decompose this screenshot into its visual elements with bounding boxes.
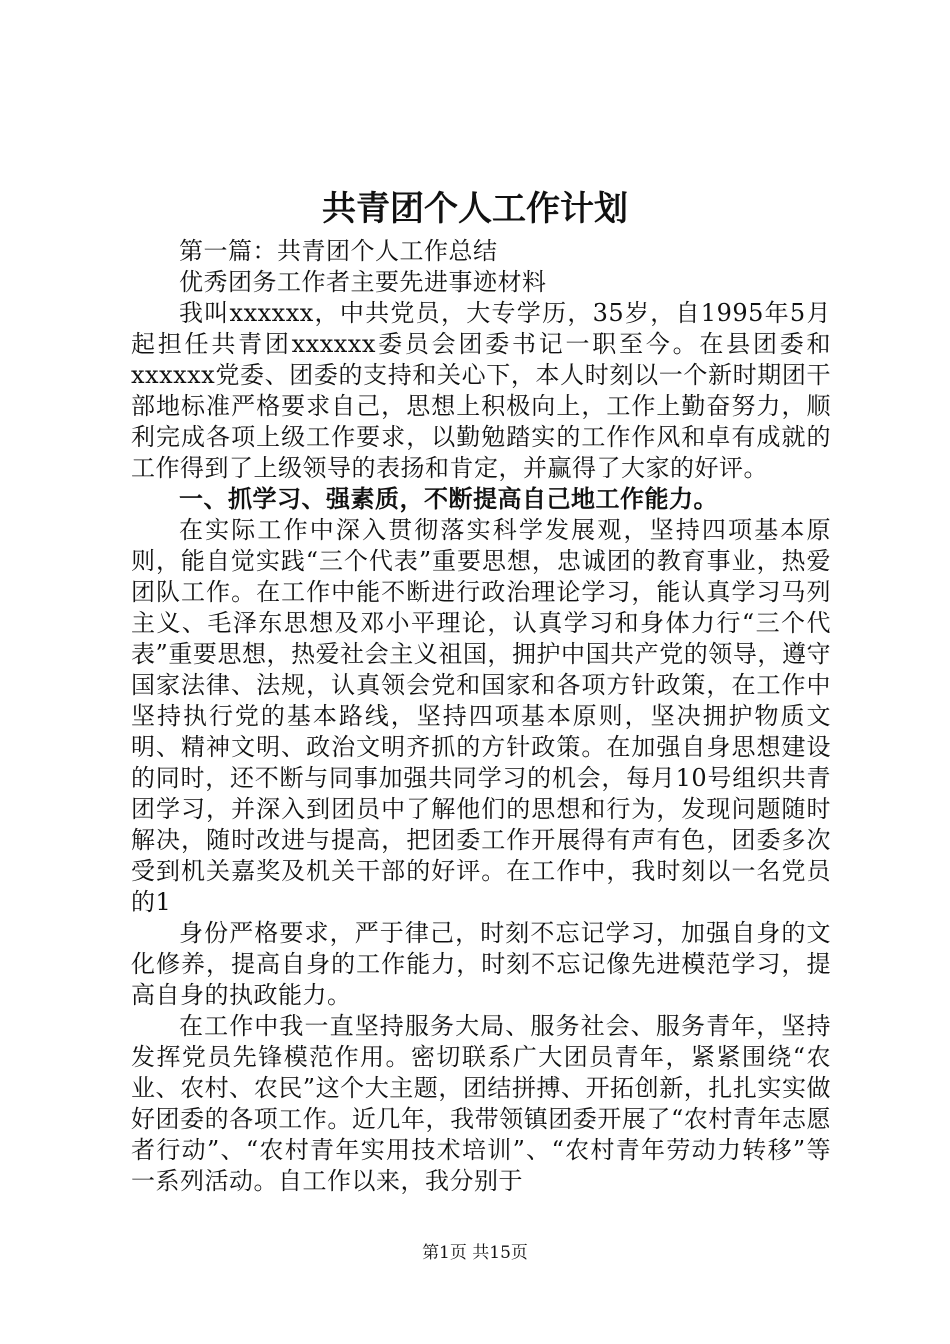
page-footer: 第1页 共15页	[422, 1243, 528, 1263]
body-paragraph: 我叫xxxxxx，中共党员，大专学历，35岁，自1995年5月起担任共青团xxxxxx委员会团委书记一职至今。在县团委和xxxxxx党委、团委的支持和关心下，本人时刻以一个新时期团干部地标准严格要求自己，思想上积极向上，工作上勤奋努力，顺利完成各项上级工作要求，以勤勉踏实的工作作风和卓有成就的工作得到了上级领导的表扬和肯定，并赢得了大家的好评。	[131, 299, 831, 482]
bold-heading: 一、抓学习、强素质，不断提高自己地工作能力。	[179, 485, 718, 513]
body-paragraph: 在工作中我一直坚持服务大局、服务社会、服务青年，坚持发挥党员先锋模范作用。密切联系广大团员青年，紧紧围绕“农业、农村、农民”这个大主题，团结拼搏、开拓创新，扎扎实实做好团委的各项工作。近几年，我带领镇团委开展了“农村青年志愿者行动”、“农村青年实用技术培训”、“农村青年劳动力转移”等一系列活动。自工作以来，我分别于	[131, 1012, 831, 1195]
subtitle-line: 优秀团务工作者主要先进事迹材料	[179, 268, 547, 296]
body-paragraph: 身份严格要求，严于律己，时刻不忘记学习，加强自身的文化修养，提高自身的工作能力，时刻不忘记像先进模范学习，提高自身的执政能力。	[131, 919, 831, 1009]
document-body	[131, 236, 831, 1197]
document-title: 共青团个人工作计划	[322, 189, 628, 229]
body-paragraph: 在实际工作中深入贯彻落实科学发展观，坚持四项基本原则，能自觉实践“三个代表”重要思想，忠诚团的教育事业，热爱团队工作。在工作中能不断进行政治理论学习，能认真学习马列主义、毛泽东思想及邓小平理论，认真学习和身体力行“三个代表”重要思想，热爱社会主义祖国，拥护中国共产党的领导，遵守国家法律、法规，认真领会党和国家和各项方针政策，在工作中坚持执行党的基本路线，坚持四项基本原则，坚决拥护物质文明、精神文明、政治文明齐抓的方针政策。在加强自身思想建设的同时，还不断与同事加强共同学习的机会，每月10号组织共青团学习，并深入到团员中了解他们的思想和行为，发现问题随时解决，随时改进与提高，把团委工作开展得有声有色，团委多次受到机关嘉奖及机关干部的好评。在工作中，我时刻以一名党员的1	[131, 516, 831, 916]
section-heading: 第一篇：共青团个人工作总结	[179, 237, 498, 265]
